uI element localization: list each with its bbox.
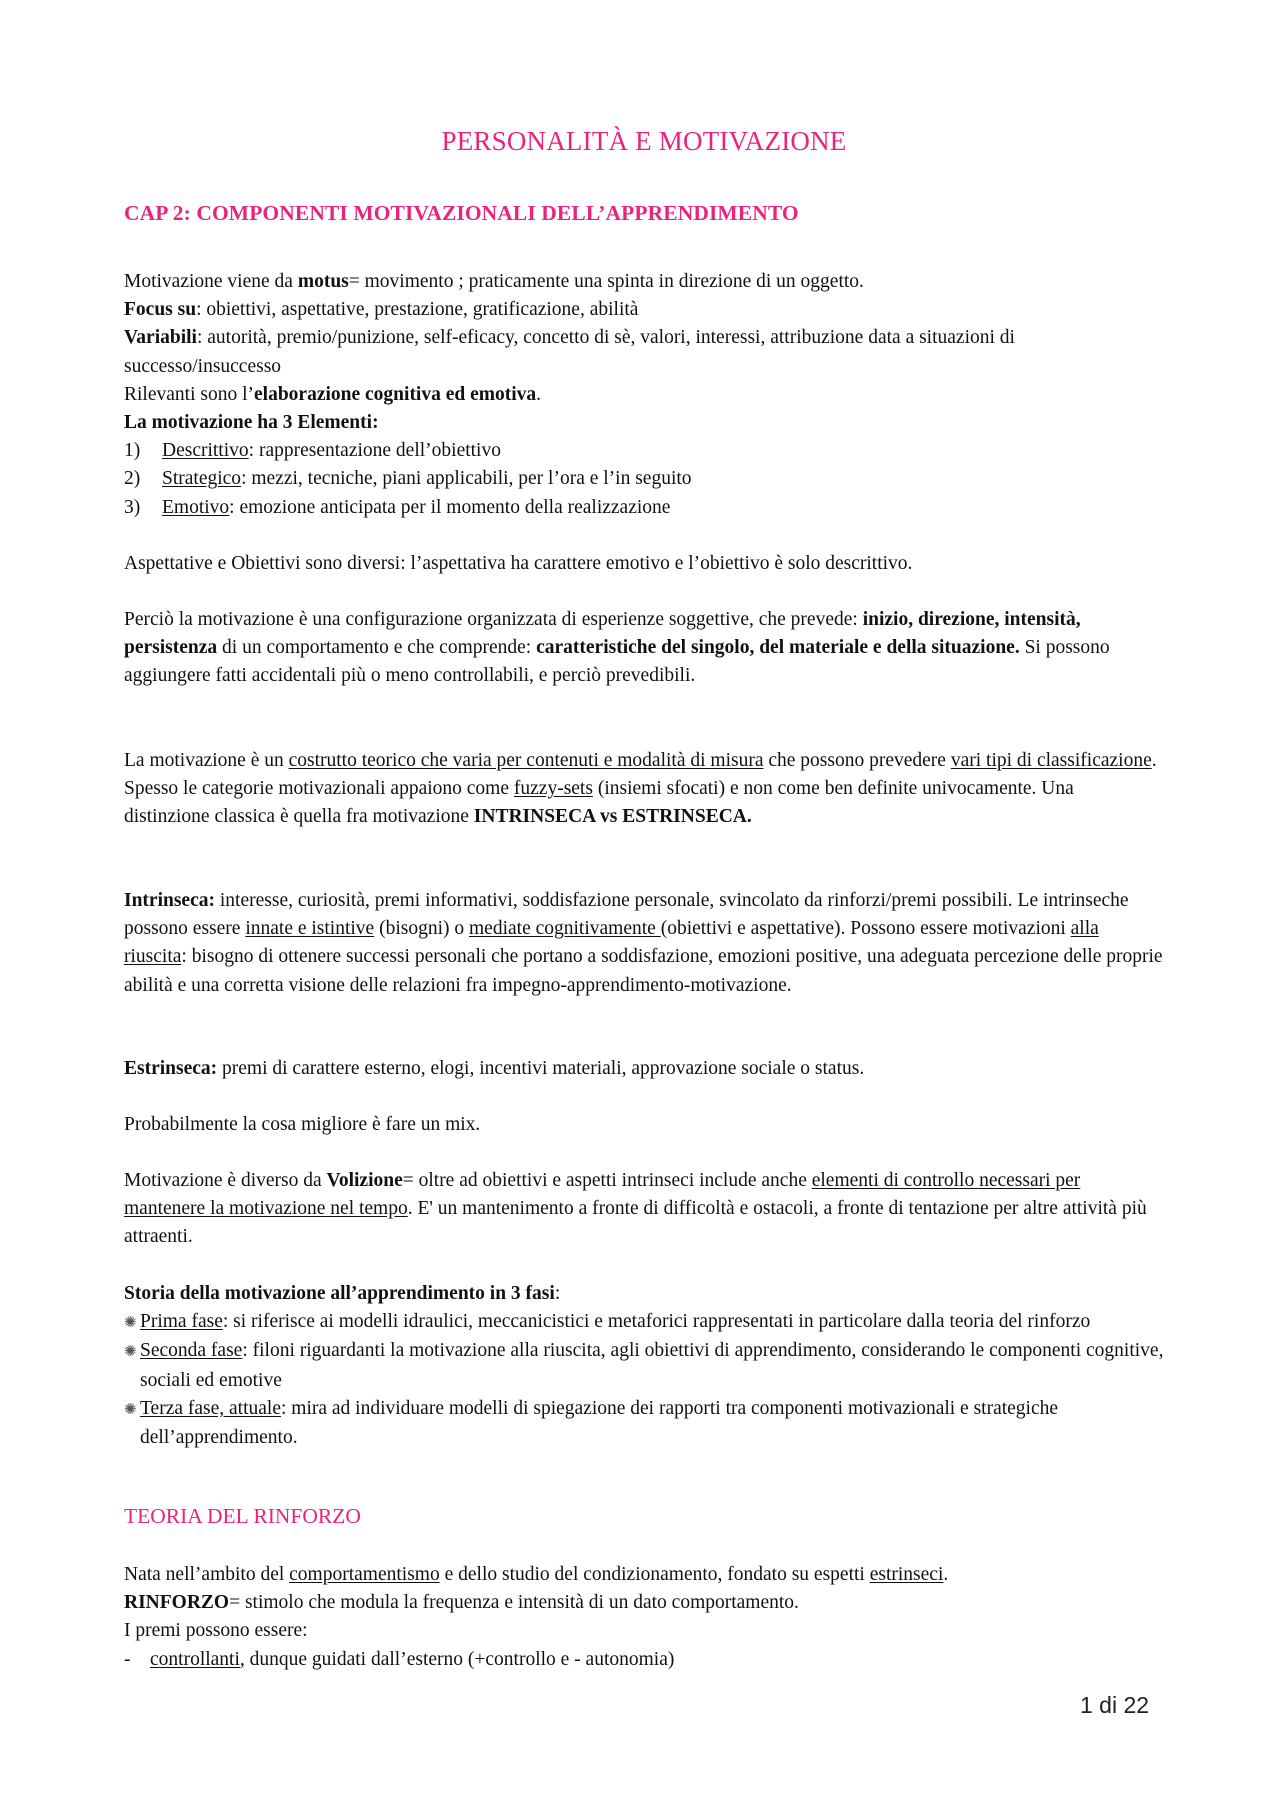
paragraph-intrinseca (124, 887, 1164, 1000)
paragraph-estrinseca (124, 1055, 1164, 1083)
list-item: ✺ Seconda fase: filoni riguardanti la motivazione alla riuscita, agli obiettivi di apprendimento, considerando le componenti cognitive, sociali ed emotive (124, 1340, 1164, 1391)
paragraph-text: Aspettative e Obiettivi sono diversi: l’aspettativa ha carattere emotivo e l’obiettivo è solo descrittivo. (124, 553, 913, 574)
rinforzo-line: I premi possono essere: (124, 1620, 308, 1642)
list-item: ✺ Prima fase: si riferisce ai modelli idraulici, meccanicistici e metaforici rappresentati in particolare dalla teoria del rinforzo (124, 1308, 1164, 1337)
storia-heading: Storia della motivazione all’apprendimento in 3 fasi: (124, 1283, 561, 1304)
paragraph-volizione (124, 1167, 1164, 1252)
page-number: 1 di 22 (1080, 1692, 1150, 1718)
list-item: 1) Descrittivo: rappresentazione dell’obiettivo (124, 440, 501, 462)
chapter-heading: CAP 2: COMPONENTI MOTIVAZIONALI DELL’APPRENDIMENTO (124, 201, 799, 225)
storia-block (124, 1280, 1164, 1452)
section-heading: TEORIA DEL RINFORZO (124, 1504, 361, 1528)
list-item: ✺ Terza fase, attuale: mira ad individuare modelli di spiegazione dei rapporti tra componenti motivazionali e strategiche dell’apprendimento. (124, 1397, 1059, 1449)
rinforzo-line: Nata nell’ambito del comportamentismo e dello studio del condizionamento, fondato su espetti estrinseci. (124, 1564, 949, 1585)
document-title: PERSONALITÀ E MOTIVAZIONE (441, 126, 847, 156)
paragraph-text: Intrinseca: interesse, curiosità, premi informativi, soddisfazione personale, svincolato da rinforzi/premi possibili. Le intrinseche possono essere innate e istintive (bisogni) o mediate cognitivamente (obiettivi e aspettative). Possono essere motivazioni alla riuscita: bisogno di ottenere successi personali che portano a soddisfazione, emozioni positive, una adeguata percezione delle proprie abilità e una corretta visione delle relazioni fra impegno-apprendimento-motivazione. (124, 890, 1163, 996)
intro-line-rilevanti: Rilevanti sono l’elaborazione cognitiva ed emotiva. (124, 383, 542, 405)
paragraph-text: Estrinseca: premi di carattere esterno, elogi, incentivi materiali, approvazione sociale o status. (124, 1058, 865, 1079)
asterisk-bullet-icon: ✺ (124, 1315, 137, 1332)
intro-line-motus: Motivazione viene da motus= movimento ; praticamente una spinta in direzione di un oggetto. (124, 271, 864, 292)
intro-line-variabili: Variabili: autorità, premio/punizione, self-eficacy, concetto di sè, valori, interessi, attribuzione data a situazioni di successo/insuccesso (124, 327, 1015, 377)
intro-block (124, 268, 1164, 522)
asterisk-bullet-icon: ✺ (124, 1344, 137, 1361)
paragraph-mix (124, 1111, 1164, 1139)
paragraph-percio (124, 606, 1164, 691)
list-item: 3) Emotivo: emozione anticipata per il momento della realizzazione (124, 496, 671, 518)
paragraph-text: Probabilmente la cosa migliore è fare un mix. (124, 1114, 481, 1135)
list-item: 2) Strategico: mezzi, tecniche, piani applicabili, per l’ora e l’in seguito (124, 468, 692, 490)
paragraph-costrutto (124, 747, 1164, 832)
intro-line-focus: Focus su: obiettivi, aspettative, prestazione, gratificazione, abilità (124, 299, 639, 321)
paragraph-aspettative (124, 550, 1164, 578)
asterisk-bullet-icon: ✺ (124, 1401, 137, 1418)
paragraph-text: Motivazione è diverso da Volizione= oltre ad obiettivi e aspetti intrinseci include anche elementi di controllo necessari per mantenere la motivazione nel tempo. E' un mantenimento a fronte di difficoltà e ostacoli, a fronte di tentazione per altre attività più attraenti. (124, 1170, 1147, 1248)
paragraph-text: Perciò la motivazione è una configurazione organizzata di esperienze soggettive, che prevede: inizio, direzione, intensità, persistenza di un comportamento e che comprende: caratteristiche del singolo, del materiale e della situazione. Si possono aggiungere fatti accidentali più o meno controllabili, e perciò prevedibili. (124, 609, 1110, 687)
paragraph-text: La motivazione è un costrutto teorico che varia per contenuti e modalità di misura che possono prevedere vari tipi di classificazione. Spesso le categorie motivazionali appaiono come fuzzy-sets (insiemi sfocati) e non come ben definite univocamente. Una distinzione classica è quella fra motivazione INTRINSECA vs ESTRINSECA. (124, 750, 1157, 828)
list-item: - controllanti, dunque guidati dall’esterno (+controllo e - autonomia) (124, 1648, 675, 1670)
rinforzo-definition: RINFORZO= stimolo che modula la frequenza e intensità di un dato comportamento. (124, 1592, 799, 1614)
intro-elements-heading: La motivazione ha 3 Elementi: (124, 412, 379, 434)
rinforzo-block (124, 1561, 1164, 1674)
